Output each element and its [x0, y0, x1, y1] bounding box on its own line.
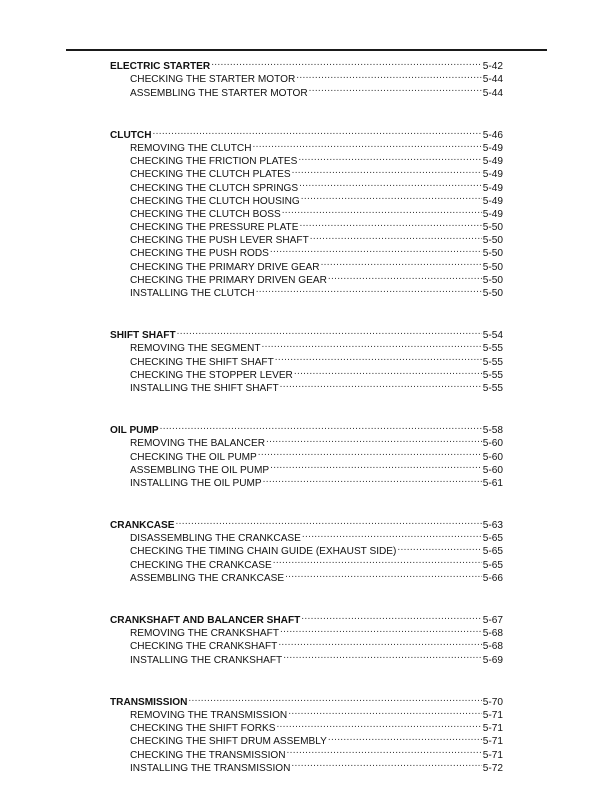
toc-section	[110, 325, 503, 394]
page-number: 5-50	[482, 222, 503, 234]
toc-section	[110, 610, 503, 666]
entry-title: INSTALLING THE OIL PUMP	[130, 477, 262, 489]
toc-section-heading[interactable]	[110, 325, 503, 342]
dot-leader	[294, 365, 482, 378]
dot-leader	[263, 473, 482, 486]
dot-leader	[160, 420, 482, 433]
page-number: 5-67	[482, 615, 503, 626]
dot-leader	[176, 515, 482, 528]
section-title: TRANSMISSION	[110, 696, 188, 708]
entry-title: CHECKING THE SHIFT DRUM ASSEMBLY	[130, 736, 327, 748]
page-number: 5-60	[482, 438, 503, 450]
entry-title: REMOVING THE SEGMENT	[130, 343, 261, 355]
section-title: SHIFT SHAFT	[110, 330, 176, 342]
page-number: 5-70	[482, 696, 503, 708]
toc-section	[110, 420, 503, 489]
entry-title: CHECKING THE TIMING CHAIN GUIDE (EXHAUST SIDE)	[130, 546, 397, 558]
page-number: 5-60	[482, 451, 503, 463]
dot-leader	[258, 446, 482, 459]
page-number: 5-71	[482, 709, 503, 721]
page-number: 5-46	[482, 129, 503, 141]
entry-title: CHECKING THE PUSH RODS	[130, 248, 269, 260]
dot-leader	[270, 243, 482, 256]
page-number: 5-49	[482, 169, 503, 181]
header-rule	[66, 49, 547, 51]
page-number: 5-68	[482, 641, 503, 653]
dot-leader	[287, 744, 482, 757]
entry-title: INSTALLING THE SHIFT SHAFT	[130, 382, 279, 394]
dot-leader	[328, 270, 482, 283]
page-number: 5-49	[482, 195, 503, 207]
entry-title: CHECKING THE STOPPER LEVER	[130, 369, 293, 381]
dot-leader	[292, 164, 482, 177]
entry-title: ASSEMBLING THE OIL PUMP	[130, 464, 270, 476]
entry-title: CHECKING THE STARTER MOTOR	[130, 74, 296, 86]
dot-leader	[296, 69, 482, 82]
dot-leader	[280, 623, 482, 636]
page-number: 5-49	[482, 182, 503, 194]
toc-section-heading[interactable]	[110, 56, 503, 73]
entry-title: REMOVING THE CLUTCH	[130, 142, 252, 154]
dot-leader	[397, 541, 481, 554]
page-number: 5-68	[482, 628, 503, 640]
page-number: 5-71	[482, 736, 503, 748]
entry-title: CHECKING THE CLUTCH BOSS	[130, 208, 281, 220]
toc-section-heading[interactable]	[110, 610, 503, 626]
dot-leader	[291, 758, 481, 771]
entry-title: INSTALLING THE CLUTCH	[130, 288, 255, 299]
page-number: 5-42	[482, 61, 503, 73]
page-number: 5-61	[482, 477, 503, 489]
page-number: 5-65	[482, 559, 503, 571]
dot-leader	[288, 705, 482, 718]
page-number: 5-50	[482, 235, 503, 247]
toc-entry[interactable]	[110, 433, 503, 450]
page-number: 5-71	[482, 723, 503, 735]
entry-title: CHECKING THE OIL PUMP	[130, 451, 257, 463]
page-number: 5-44	[482, 74, 503, 86]
entry-title: CHECKING THE CLUTCH PLATES	[130, 169, 291, 181]
toc-section	[110, 692, 503, 774]
entry-title: CHECKING THE PUSH LEVER SHAFT	[130, 235, 309, 247]
dot-leader	[321, 256, 482, 269]
dot-leader	[177, 325, 482, 338]
entry-title: INSTALLING THE TRANSMISSION	[130, 762, 291, 774]
toc-section-heading[interactable]	[110, 515, 503, 532]
page-number: 5-66	[482, 572, 503, 584]
dot-leader	[301, 610, 482, 623]
dot-leader	[270, 460, 482, 473]
page-number: 5-55	[482, 382, 503, 394]
dot-leader	[211, 56, 482, 69]
entry-title: CHECKING THE TRANSMISSION	[130, 749, 286, 761]
entry-title: REMOVING THE BALANCER	[130, 438, 265, 450]
dot-leader	[266, 433, 482, 446]
dot-leader	[261, 338, 481, 351]
section-title: OIL PUMP	[110, 425, 159, 437]
page-number: 5-50	[482, 288, 503, 299]
entry-title: INSTALLING THE CRANKSHAFT	[130, 654, 283, 666]
table-of-contents	[110, 56, 503, 774]
dot-leader	[188, 692, 481, 705]
dot-leader	[275, 351, 482, 364]
entry-title: ASSEMBLING THE STARTER MOTOR	[130, 87, 308, 99]
entry-title: ASSEMBLING THE CRANKCASE	[130, 572, 285, 584]
dot-leader	[283, 649, 482, 662]
page-number: 5-49	[482, 208, 503, 220]
dot-leader	[276, 718, 481, 731]
dot-leader	[285, 568, 482, 581]
page-number: 5-65	[482, 533, 503, 545]
entry-title: CHECKING THE SHIFT FORKS	[130, 723, 276, 735]
section-title: CLUTCH	[110, 129, 152, 141]
page-number: 5-60	[482, 464, 503, 476]
dot-leader	[153, 125, 482, 138]
toc-section	[110, 56, 503, 99]
dot-leader	[280, 378, 482, 391]
entry-title: CHECKING THE SHIFT SHAFT	[130, 356, 274, 368]
section-title: CRANKSHAFT AND BALANCER SHAFT	[110, 615, 301, 626]
page-number: 5-69	[482, 654, 503, 666]
toc-section	[110, 515, 503, 584]
page-number: 5-50	[482, 248, 503, 260]
entry-title: CHECKING THE PRIMARY DRIVEN GEAR	[130, 274, 327, 286]
dot-leader	[278, 636, 481, 649]
page-number: 5-50	[482, 261, 503, 273]
page-number: 5-49	[482, 142, 503, 154]
entry-title: CHECKING THE CLUTCH HOUSING	[130, 195, 300, 207]
entry-title: REMOVING THE TRANSMISSION	[130, 709, 288, 721]
section-title: CRANKCASE	[110, 520, 175, 532]
page-number: 5-55	[482, 343, 503, 355]
page-number: 5-65	[482, 546, 503, 558]
dot-leader	[309, 82, 482, 95]
page-number: 5-72	[482, 762, 503, 774]
dot-leader	[282, 204, 482, 217]
entry-title: CHECKING THE CRANKSHAFT	[130, 641, 278, 653]
dot-leader	[301, 191, 482, 204]
page-number: 5-54	[482, 330, 503, 342]
entry-title: CHECKING THE FRICTION PLATES	[130, 156, 298, 168]
toc-section-heading[interactable]	[110, 420, 503, 437]
section-title: ELECTRIC STARTER	[110, 61, 211, 73]
entry-title: CHECKING THE CRANKCASE	[130, 559, 272, 571]
dot-leader	[298, 151, 481, 164]
toc-section	[110, 125, 503, 299]
entry-title: DISASSEMBLING THE CRANKCASE	[130, 533, 301, 545]
entry-title: REMOVING THE CRANKSHAFT	[130, 628, 279, 640]
dot-leader	[273, 554, 482, 567]
page-number: 5-55	[482, 356, 503, 368]
entry-title: CHECKING THE CLUTCH SPRINGS	[130, 182, 299, 194]
dot-leader	[256, 283, 482, 296]
dot-leader	[328, 731, 482, 744]
page-number: 5-50	[482, 274, 503, 286]
toc-section-heading[interactable]	[110, 125, 503, 141]
page-number: 5-63	[482, 520, 503, 532]
page-number: 5-58	[482, 425, 503, 437]
page-number: 5-44	[482, 87, 503, 99]
page-number: 5-49	[482, 156, 503, 168]
toc-entry[interactable]	[110, 138, 503, 154]
page-number: 5-71	[482, 749, 503, 761]
dot-leader	[310, 230, 482, 243]
entry-title: CHECKING THE PRESSURE PLATE	[130, 222, 299, 234]
toc-section-heading[interactable]	[110, 692, 503, 708]
page-number: 5-55	[482, 369, 503, 381]
dot-leader	[302, 528, 482, 541]
entry-title: CHECKING THE PRIMARY DRIVE GEAR	[130, 261, 320, 273]
dot-leader	[253, 138, 482, 151]
dot-leader	[299, 177, 482, 190]
dot-leader	[299, 217, 481, 230]
